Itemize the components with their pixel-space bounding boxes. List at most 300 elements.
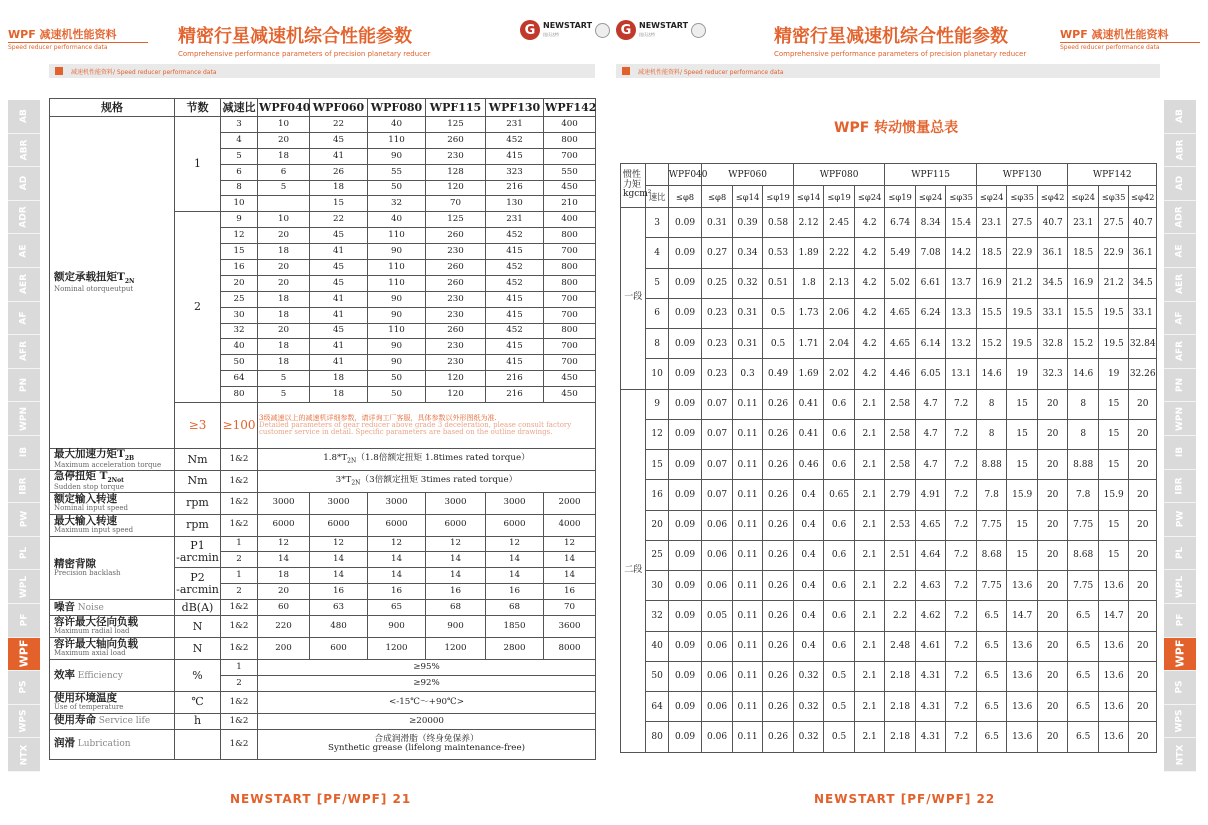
inertia-value: 2.58 <box>885 419 916 449</box>
inertia-value: 20 <box>1037 692 1068 722</box>
inertia-value: 8 <box>976 389 1007 419</box>
note-cn: 3级减速以上的减速机详细参数，请详询工厂客服，具体参数以外形图纸为准. <box>259 413 497 422</box>
side-tab-ae[interactable] <box>1164 234 1196 268</box>
side-tab-ps[interactable] <box>1164 671 1196 705</box>
param-cn: 容许最大径向负载 <box>54 616 138 629</box>
side-tab-af[interactable] <box>1164 302 1196 336</box>
value-cell: 415 <box>486 307 544 323</box>
side-tab-afr[interactable] <box>8 335 40 369</box>
value-cell: 10 <box>258 117 310 133</box>
inertia-value: 4.62 <box>915 601 946 631</box>
unit-cell: ℃ <box>175 691 221 713</box>
unit-cell <box>175 536 221 568</box>
inertia-value: 0.6 <box>824 450 855 480</box>
param-label-rated_speed <box>50 492 175 514</box>
inertia-value: 0.06 <box>702 540 733 570</box>
side-tab-wpf[interactable] <box>8 638 40 672</box>
inertia-value: 0.09 <box>668 692 702 722</box>
inertia-value: 15 <box>1007 540 1038 570</box>
col-header: 规格 <box>50 99 175 117</box>
value-cell: 70 <box>426 196 486 212</box>
inertia-value: 0.41 <box>793 419 824 449</box>
inertia-value: 6.5 <box>1068 631 1099 661</box>
inertia-value: 36.1 <box>1129 238 1157 268</box>
value-cell: 230 <box>426 355 486 371</box>
inertia-value: 40.7 <box>1129 208 1157 238</box>
inertia-value: 0.26 <box>763 540 794 570</box>
inertia-value: 0.11 <box>732 631 763 661</box>
side-tab-af[interactable] <box>8 302 40 336</box>
side-tab-wpl[interactable] <box>1164 570 1196 604</box>
inertia-value: 7.2 <box>946 601 977 631</box>
inertia-value: 14.6 <box>1068 359 1099 389</box>
side-tab-label: PS <box>1174 680 1185 694</box>
ratio-cell: 40 <box>646 631 668 661</box>
param-sub: 2Not <box>107 476 124 484</box>
ratio-cell: 8 <box>221 180 258 196</box>
inertia-value: 1.69 <box>793 359 824 389</box>
inertia-value: 0.32 <box>732 268 763 298</box>
inertia-value: 13.6 <box>1098 692 1129 722</box>
value-cell: 18 <box>258 339 310 355</box>
value-cell: 110 <box>368 323 426 339</box>
inertia-value: 0.09 <box>668 540 702 570</box>
inertia-row <box>621 419 1157 449</box>
value-cell: 231 <box>486 212 544 228</box>
inertia-value: 15 <box>1098 450 1129 480</box>
param-cn: 精密背隙 <box>54 557 96 570</box>
note-en-1: Detailed parameters of gear reducer above grade 3 deceleration, please consult factory <box>259 420 572 429</box>
value-cell: 110 <box>368 228 426 244</box>
inertia-value: 8 <box>976 419 1007 449</box>
side-tab-aer[interactable] <box>8 268 40 302</box>
shaft-header: ≤φ24 <box>915 186 946 208</box>
ratio-cell: 5 <box>646 268 668 298</box>
inertia-value: 2.22 <box>824 238 855 268</box>
value-cell: 10 <box>258 212 310 228</box>
param-en: Noise <box>77 602 104 613</box>
ratio-cell: 6 <box>221 164 258 180</box>
value-cell: 20 <box>258 260 310 276</box>
company-logo <box>616 20 706 40</box>
inertia-value: 0.11 <box>732 540 763 570</box>
rated_speed-row <box>50 492 596 514</box>
side-tab-afr[interactable] <box>1164 335 1196 369</box>
inertia-value: 15 <box>1098 389 1129 419</box>
inertia-value: 15.4 <box>946 208 977 238</box>
inertia-value: 6.5 <box>976 661 1007 691</box>
inertia-value: 7.75 <box>1068 571 1099 601</box>
inertia-value: 4.65 <box>915 510 946 540</box>
model-header: WPF060 <box>702 164 794 186</box>
value-cell: 20 <box>258 132 310 148</box>
shaft-header: ≤φ8 <box>702 186 733 208</box>
inertia-value: 2.1 <box>854 631 885 661</box>
inertia-value: 0.05 <box>702 601 733 631</box>
inertia-value: 22.9 <box>1098 238 1129 268</box>
inertia-value: 7.75 <box>976 510 1007 540</box>
inertia-value: 0.06 <box>702 510 733 540</box>
value-cell: 230 <box>426 244 486 260</box>
side-tab-pw[interactable] <box>1164 503 1196 537</box>
value-cell: 14 <box>486 552 544 568</box>
stage-cell: 1 <box>221 536 258 552</box>
inertia-value: 13.6 <box>1098 661 1129 691</box>
inertia-value: 2.2 <box>885 601 916 631</box>
inertia-table-title: WPF 转动惯量总表 <box>834 120 959 136</box>
side-tab-label: AE <box>1175 244 1185 258</box>
emergency-row <box>50 470 596 492</box>
sub-header-bar <box>49 64 595 78</box>
inertia-row <box>621 601 1157 631</box>
inertia-value: 19 <box>1007 359 1038 389</box>
inertia-value: 2.1 <box>854 722 885 752</box>
ratio-cell: 9 <box>221 212 258 228</box>
inertia-value: 0.6 <box>824 389 855 419</box>
value-cell: 18 <box>310 387 368 403</box>
sub-header-text: 减速机性能资料/ Speed reducer performance data <box>71 68 217 76</box>
inertia-value: 23.1 <box>1068 208 1099 238</box>
inertia-value: 0.09 <box>668 510 702 540</box>
ratio-cell: 25 <box>221 291 258 307</box>
inertia-value: 13.1 <box>946 359 977 389</box>
inertia-row <box>621 480 1157 510</box>
param-label-life <box>50 713 175 729</box>
unit-cell: Nm <box>175 449 221 471</box>
inertia-value: 0.26 <box>763 631 794 661</box>
value-cell: 16 <box>426 584 486 600</box>
param-en: Precision backlash <box>54 568 121 577</box>
param-en: Maximum radial load <box>54 627 130 636</box>
max_speed-row <box>50 514 596 536</box>
value-cell: 120 <box>426 371 486 387</box>
inertia-value: 4.7 <box>915 419 946 449</box>
side-tab-ab[interactable] <box>8 100 40 134</box>
stage-cell: 2 <box>175 212 221 403</box>
value-cell: 15 <box>310 196 368 212</box>
side-tab-ntx[interactable] <box>1164 738 1196 772</box>
inertia-shaft-row <box>621 186 1157 208</box>
inertia-header-row <box>621 164 1157 186</box>
page-footer: NEWSTART [PF/WPF] 22 <box>814 792 996 806</box>
inertia-value: 2.04 <box>824 329 855 359</box>
value-cell: 260 <box>426 228 486 244</box>
stage-label: 二段 <box>621 389 646 752</box>
inertia-value: 4.2 <box>854 329 885 359</box>
side-tab-label: ADR <box>19 206 29 228</box>
side-tab-pl[interactable] <box>1164 537 1196 571</box>
stage-cell: ≥3 <box>175 403 221 449</box>
page-title-cn: 精密行星减速机综合性能参数 <box>178 26 412 47</box>
side-tab-label: WPS <box>1174 709 1185 733</box>
inertia-value: 20 <box>1037 540 1068 570</box>
ratio-cell: 50 <box>646 661 668 691</box>
value-cell: 20 <box>258 584 310 600</box>
value-cell: 16 <box>544 584 596 600</box>
side-tab-label: WPF <box>17 639 31 668</box>
value-text: 1.8*T <box>323 452 348 463</box>
inertia-row <box>621 359 1157 389</box>
inertia-value: 0.26 <box>763 661 794 691</box>
inertia-value: 0.53 <box>763 238 794 268</box>
logo-mark-icon: G <box>616 20 636 40</box>
value-cell: 14 <box>426 552 486 568</box>
inertia-value: 0.6 <box>824 571 855 601</box>
param-en: Maximum input speed <box>54 525 134 534</box>
inertia-value: 2.1 <box>854 450 885 480</box>
side-tab-pf[interactable] <box>1164 604 1196 638</box>
value-cell: 18 <box>258 568 310 584</box>
param-en: Maximum acceleration torque <box>54 461 162 470</box>
inertia-value: 2.58 <box>885 450 916 480</box>
inertia-value: 20 <box>1129 661 1157 691</box>
unit-cell: dB(A) <box>175 600 221 616</box>
inertia-value: 0.27 <box>702 238 733 268</box>
ratio-cell: 15 <box>221 244 258 260</box>
inertia-value: 8.34 <box>915 208 946 238</box>
param-sub: 2B <box>124 455 135 463</box>
side-tab-wpn[interactable] <box>1164 402 1196 436</box>
inertia-value: 7.2 <box>946 571 977 601</box>
model-header: WPF115 <box>885 164 977 186</box>
inertia-value: 15 <box>1007 419 1038 449</box>
side-tab-adr[interactable] <box>8 201 40 235</box>
value-cell: 14 <box>310 568 368 584</box>
inertia-value: 8.68 <box>1068 540 1099 570</box>
value-cell: 41 <box>310 244 368 260</box>
inertia-value: 22.9 <box>1007 238 1038 268</box>
side-tab-ib[interactable] <box>8 436 40 470</box>
inertia-value: 0.46 <box>793 450 824 480</box>
inertia-value: 0.32 <box>793 722 824 752</box>
side-tab-ae[interactable] <box>8 234 40 268</box>
inertia-value: 4.61 <box>915 631 946 661</box>
param-label-noise <box>50 600 175 616</box>
side-tab-pn[interactable] <box>8 369 40 403</box>
value-cell: 14 <box>368 552 426 568</box>
value-cell: 41 <box>310 339 368 355</box>
unit-cell: % <box>175 659 221 691</box>
side-tab-abr[interactable] <box>8 134 40 168</box>
side-tab-ntx[interactable] <box>8 738 40 772</box>
section-tag-en: Speed reducer performance data <box>8 44 108 51</box>
side-tab-ad[interactable] <box>8 167 40 201</box>
side-tab-wpn[interactable] <box>8 402 40 436</box>
inertia-value: 0.26 <box>763 510 794 540</box>
inertia-value: 6.5 <box>976 601 1007 631</box>
inertia-value: 13.6 <box>1007 571 1038 601</box>
value-cell: 65 <box>368 600 426 616</box>
inertia-value: 7.2 <box>946 389 977 419</box>
max_accel-row <box>50 449 596 471</box>
page-footer: NEWSTART [PF/WPF] 21 <box>230 792 412 806</box>
inertia-value: 0.11 <box>732 601 763 631</box>
inertia-value: 0.09 <box>668 208 702 238</box>
inertia-value: 15.9 <box>1098 480 1129 510</box>
ratio-cell: 32 <box>646 601 668 631</box>
value-cell: 8000 <box>544 637 596 659</box>
side-tab-ibr[interactable] <box>8 470 40 504</box>
param-en: Lubrication <box>77 739 131 750</box>
stage-cell: 1&2 <box>221 713 258 729</box>
inertia-value: 0.09 <box>668 238 702 268</box>
side-tab-wpf[interactable] <box>1164 638 1196 672</box>
inertia-value: 14.6 <box>976 359 1007 389</box>
ratio-cell: 3 <box>221 117 258 133</box>
inertia-row <box>621 208 1157 238</box>
value-cell: 6000 <box>310 514 368 536</box>
inertia-value: 0.06 <box>702 692 733 722</box>
param-cn: 容许最大轴向负载 <box>54 638 138 651</box>
model-header: WPF040 <box>668 164 702 186</box>
inertia-value: 20 <box>1037 510 1068 540</box>
inertia-row <box>621 389 1157 419</box>
inertia-value: 2.18 <box>885 692 916 722</box>
inertia-value: 0.39 <box>732 208 763 238</box>
inertia-value: 34.5 <box>1037 268 1068 298</box>
side-tab-abr[interactable] <box>1164 134 1196 168</box>
unit-p2: P2 <box>190 571 205 585</box>
inertia-value: 5.49 <box>885 238 916 268</box>
value-cell: 45 <box>310 323 368 339</box>
inertia-value: 0.32 <box>793 692 824 722</box>
stage-cell: 1&2 <box>221 514 258 536</box>
shaft-header: ≤φ14 <box>732 186 763 208</box>
value-cell: 18 <box>310 371 368 387</box>
table-header-row <box>50 99 596 117</box>
value-cell: 110 <box>368 260 426 276</box>
stage-cell: 1&2 <box>221 615 258 637</box>
value-cell: 22 <box>310 212 368 228</box>
inertia-value: 0.4 <box>793 480 824 510</box>
value-cell: 68 <box>486 600 544 616</box>
page-title <box>178 22 430 58</box>
side-tab-label: PL <box>1175 546 1185 560</box>
inertia-value: 0.07 <box>702 389 733 419</box>
inertia-value: 8.88 <box>976 450 1007 480</box>
note-en-2: customer service in detail. Specific parameters are based on the outline drawings. <box>259 428 553 437</box>
backlash-row <box>50 536 596 552</box>
inertia-value: 0.5 <box>763 298 794 328</box>
inertia-value: 0.4 <box>793 631 824 661</box>
value-cell: 323 <box>486 164 544 180</box>
ratio-cell: 9 <box>646 389 668 419</box>
shaft-header: ≤φ24 <box>976 186 1007 208</box>
value-rest: （3倍额定扭矩 3times rated torque） <box>360 474 518 485</box>
inertia-value: 0.6 <box>824 510 855 540</box>
side-tab-pn[interactable] <box>1164 369 1196 403</box>
inertia-value: 20 <box>1129 510 1157 540</box>
value-cell: 18 <box>258 355 310 371</box>
value-text: 3*T <box>335 474 352 485</box>
unit-cell: N <box>175 637 221 659</box>
col-header: WPF040 <box>258 99 310 117</box>
value-cell: 128 <box>426 164 486 180</box>
value-cell: 50 <box>368 180 426 196</box>
value-rest: （1.8倍额定扭矩 1.8times rated torque） <box>356 452 530 463</box>
value-cell: 450 <box>544 371 596 387</box>
inertia-value: 0.4 <box>793 601 824 631</box>
side-tab-pw[interactable] <box>8 503 40 537</box>
side-tab-label: IBR <box>1174 477 1185 495</box>
inertia-value: 20 <box>1129 571 1157 601</box>
value-cell: 900 <box>426 615 486 637</box>
side-tab-label: PW <box>1175 511 1185 528</box>
inertia-value: 0.6 <box>824 419 855 449</box>
side-tab-ad[interactable] <box>1164 167 1196 201</box>
inertia-value: 32.8 <box>1037 329 1068 359</box>
value-merged <box>258 449 596 471</box>
side-tab-wpl[interactable] <box>8 570 40 604</box>
ratio-cell: 40 <box>221 339 258 355</box>
side-tab-pf[interactable] <box>8 604 40 638</box>
value-cell: 41 <box>310 148 368 164</box>
side-tab-ps[interactable] <box>8 671 40 705</box>
param-en: Use of temperature <box>54 703 124 712</box>
stage-cell: 1&2 <box>221 729 258 759</box>
section-tag-rule <box>1060 42 1200 43</box>
inertia-value: 0.34 <box>732 238 763 268</box>
side-tab-ib[interactable] <box>1164 436 1196 470</box>
value-cell: 12 <box>258 536 310 552</box>
value-cell: 230 <box>426 148 486 164</box>
model-header: WPF080 <box>793 164 885 186</box>
inertia-value: 7.75 <box>1068 510 1099 540</box>
inertia-value: 0.3 <box>732 359 763 389</box>
radial-row <box>50 615 596 637</box>
side-tab-ab[interactable] <box>1164 100 1196 134</box>
inertia-value: 2.51 <box>885 540 916 570</box>
side-tab-label: AB <box>1174 109 1185 124</box>
inertia-value: 6.5 <box>1068 601 1099 631</box>
inertia-value: 0.11 <box>732 389 763 419</box>
side-tab-pl[interactable] <box>8 537 40 571</box>
value-cell: 14 <box>544 568 596 584</box>
side-tab-wps[interactable] <box>1164 705 1196 739</box>
lub-en: Synthetic grease (lifelong maintenance-free) <box>328 743 525 754</box>
value-cell: 20 <box>258 275 310 291</box>
side-tab-ibr[interactable] <box>1164 470 1196 504</box>
value-cell: 12 <box>426 536 486 552</box>
inertia-value: 19.5 <box>1007 329 1038 359</box>
inertia-value: 20 <box>1129 722 1157 752</box>
side-tab-adr[interactable] <box>1164 201 1196 235</box>
unit-cell: N <box>175 615 221 637</box>
page-title <box>774 22 1026 58</box>
side-tab-label: WPL <box>18 575 29 598</box>
side-tab-wps[interactable] <box>8 705 40 739</box>
inertia-value: 0.23 <box>702 329 733 359</box>
inertia-value: 2.58 <box>885 389 916 419</box>
side-tab-aer[interactable] <box>1164 268 1196 302</box>
value-cell: 41 <box>310 291 368 307</box>
inertia-value: 18.5 <box>1068 238 1099 268</box>
param-label-max_accel <box>50 449 175 471</box>
value-cell: 415 <box>486 291 544 307</box>
value-cell: 220 <box>258 615 310 637</box>
logo-cn: 纽氏达特 <box>639 32 655 37</box>
stage-cell: 1&2 <box>221 600 258 616</box>
side-tab-label: WPS <box>18 709 29 733</box>
side-tab-label: PN <box>18 377 29 393</box>
inertia-value: 20 <box>1129 631 1157 661</box>
inertia-value: 0.51 <box>763 268 794 298</box>
value-cell: 452 <box>486 132 544 148</box>
value-cell: 40 <box>368 212 426 228</box>
section-tag-rule <box>8 42 148 43</box>
inertia-value: 0.26 <box>763 389 794 419</box>
inertia-value: 4.31 <box>915 722 946 752</box>
